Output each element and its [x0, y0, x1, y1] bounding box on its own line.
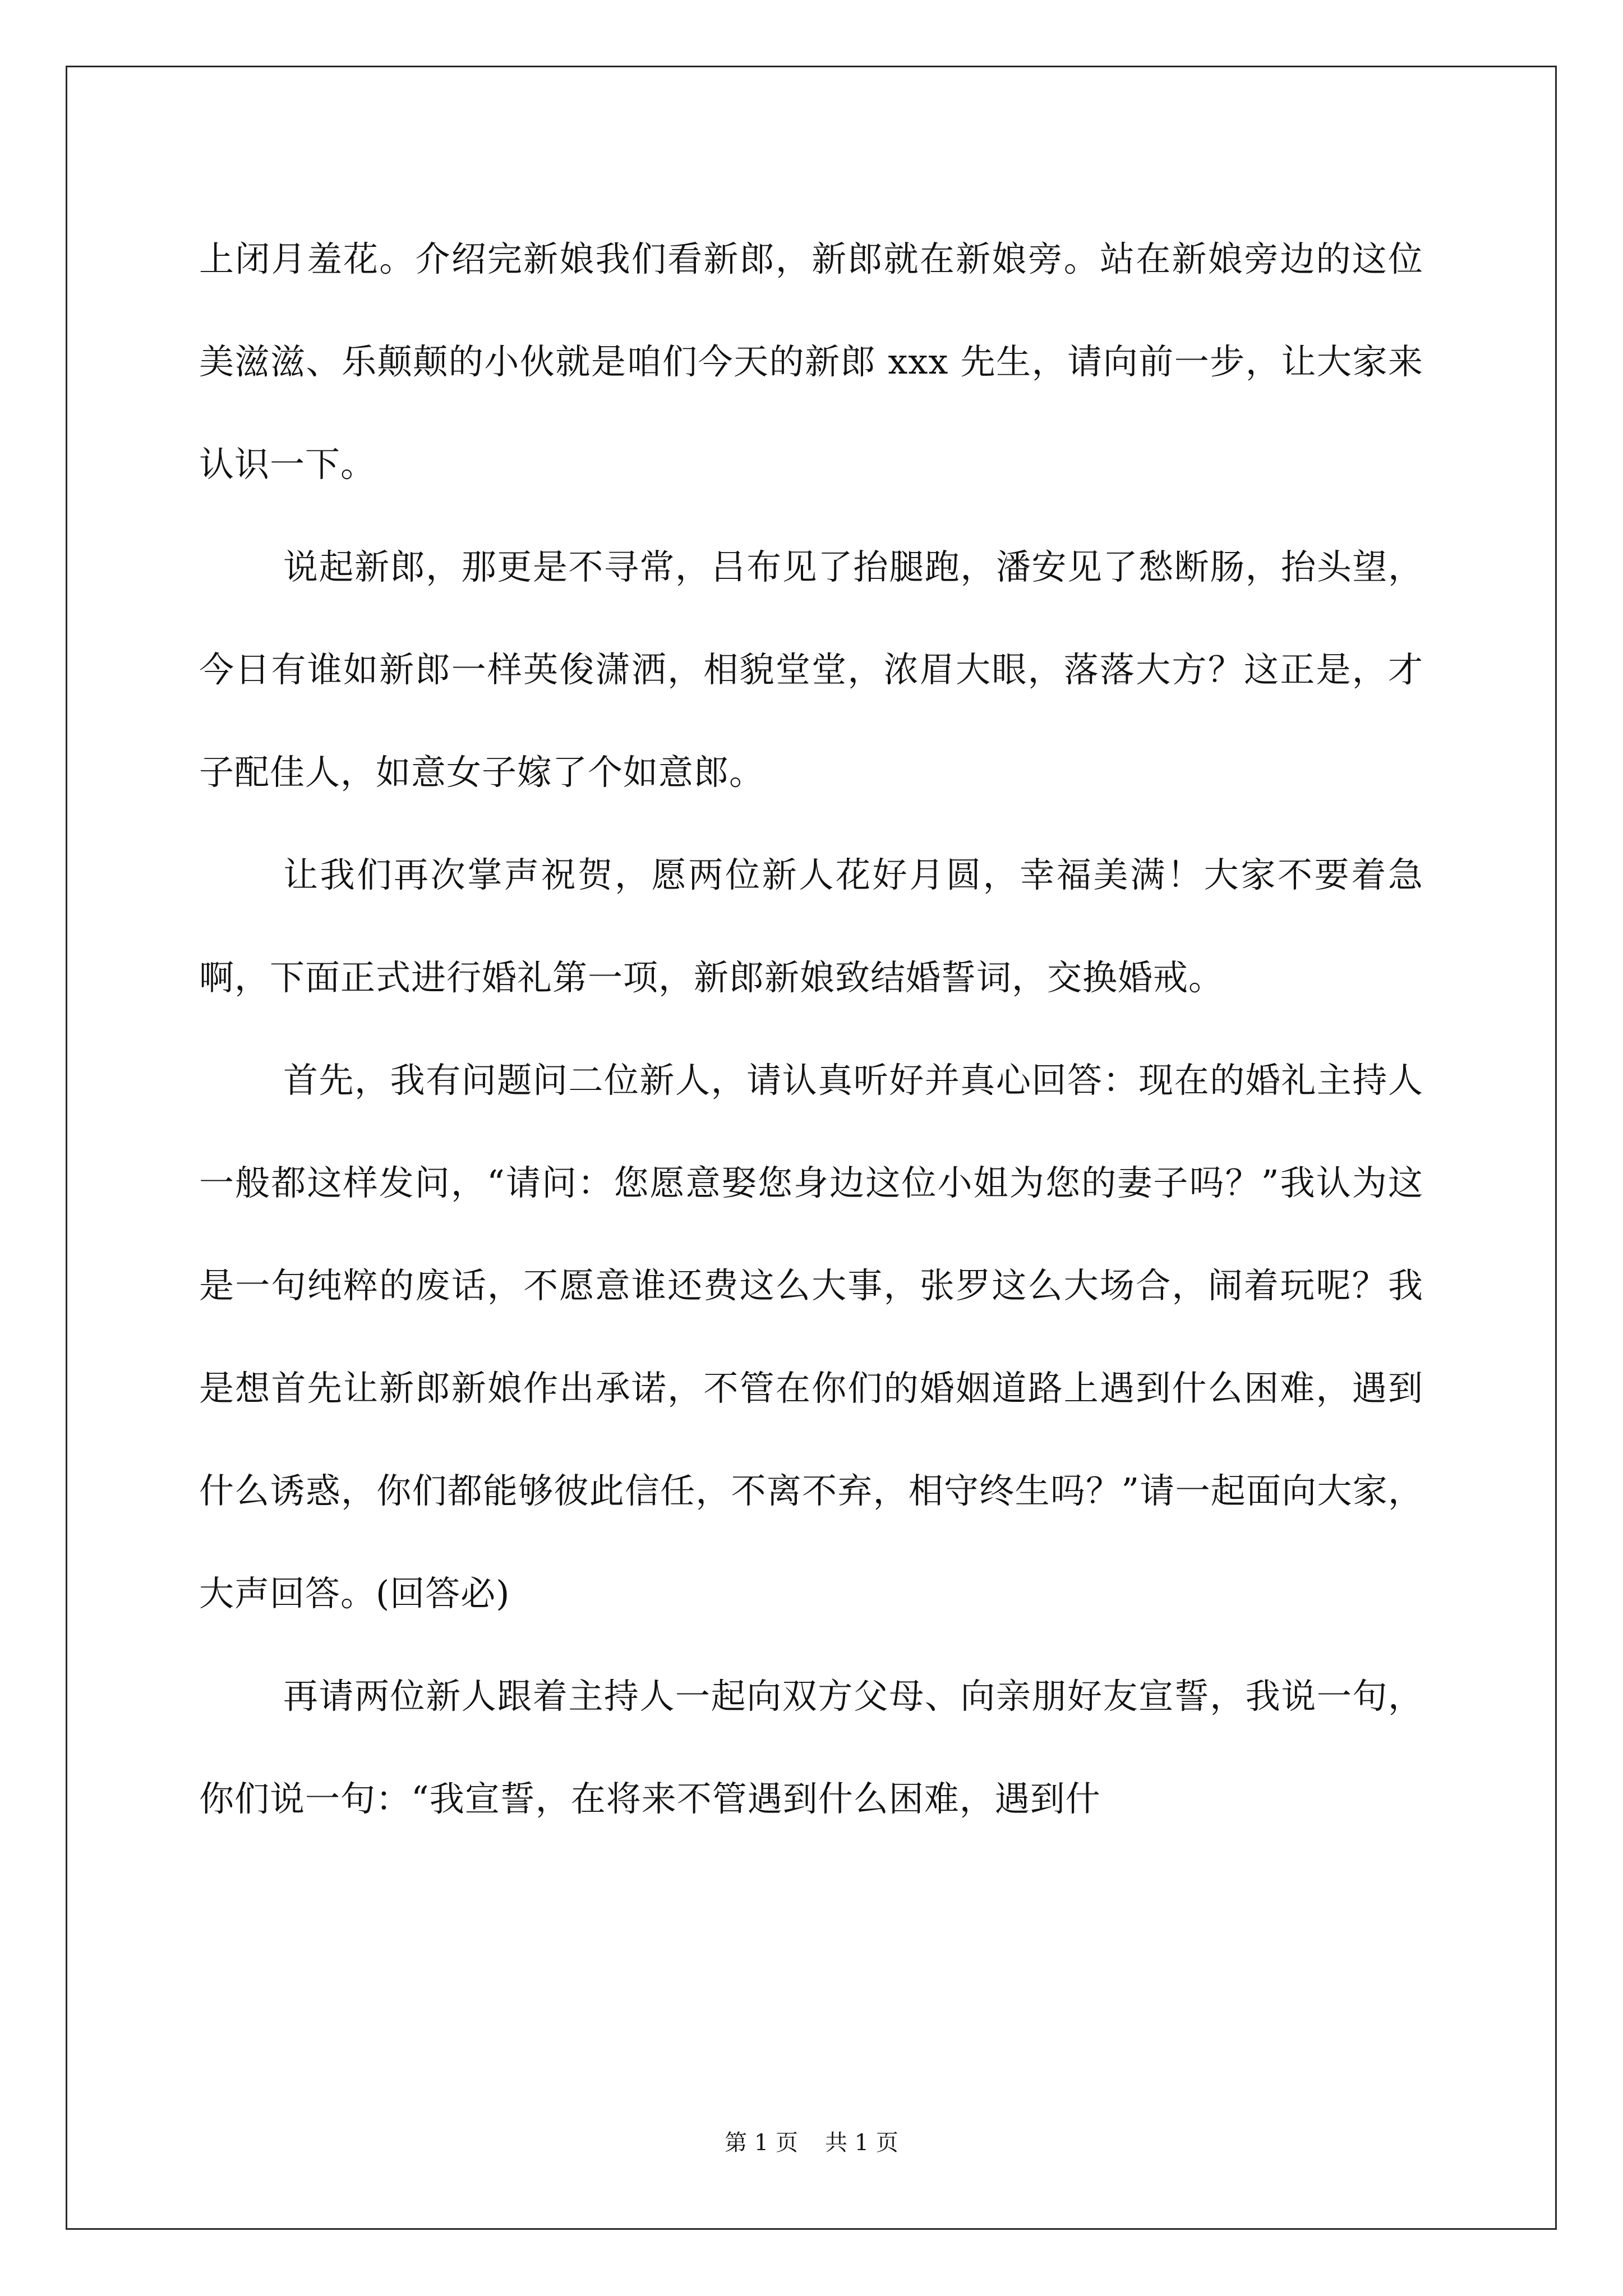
- page-number: 第 1 页: [725, 2130, 798, 2156]
- paragraph-5: 再请两位新人跟着主持人一起向双方父母、向亲朋好友宣誓，我说一句，你们说一句：“我宣誓，在将来不管遇到什么困难，遇到什: [199, 1676, 1423, 1819]
- paragraph-2: 说起新郎，那更是不寻常，吕布见了抬腿跑，潘安见了愁断肠，抬头望，今日有谁如新郎一样英俊潇洒，相貌堂堂，浓眉大眼，落落大方？这正是，才子配佳人，如意女子嫁了个如意郎。: [199, 546, 1423, 793]
- page-footer: [0, 2129, 1623, 2157]
- paragraph-1: 上闭月羞花。介绍完新娘我们看新郎，新郎就在新娘旁。站在新娘旁边的这位美滋滋、乐颠颠的小伙就是咱们今天的新郎 xxx 先生，请向前一步，让大家来认识一下。: [199, 238, 1423, 485]
- page-total: 共 1 页: [825, 2130, 898, 2156]
- document-body: [199, 208, 1423, 1850]
- paragraph-3: 让我们再次掌声祝贺，愿两位新人花好月圆，幸福美满！大家不要着急啊，下面正式进行婚礼第一项，新郎新娘致结婚誓词，交换婚戒。: [199, 854, 1423, 998]
- paragraph-4: 首先，我有问题问二位新人，请认真听好并真心回答：现在的婚礼主持人一般都这样发问，“请问：您愿意娶您身边这位小姐为您的妻子吗？”我认为这是一句纯粹的废话，不愿意谁还费这么大事，张罗这么大场合，闹着玩呢？我是想首先让新郎新娘作出承诺，不管在你们的婚姻道路上遇到什么困难，遇到什么诱惑，你们都能够彼此信任，不离不弃，相守终生吗？”请一起面向大家，大声回答。(回答必): [199, 1060, 1423, 1614]
